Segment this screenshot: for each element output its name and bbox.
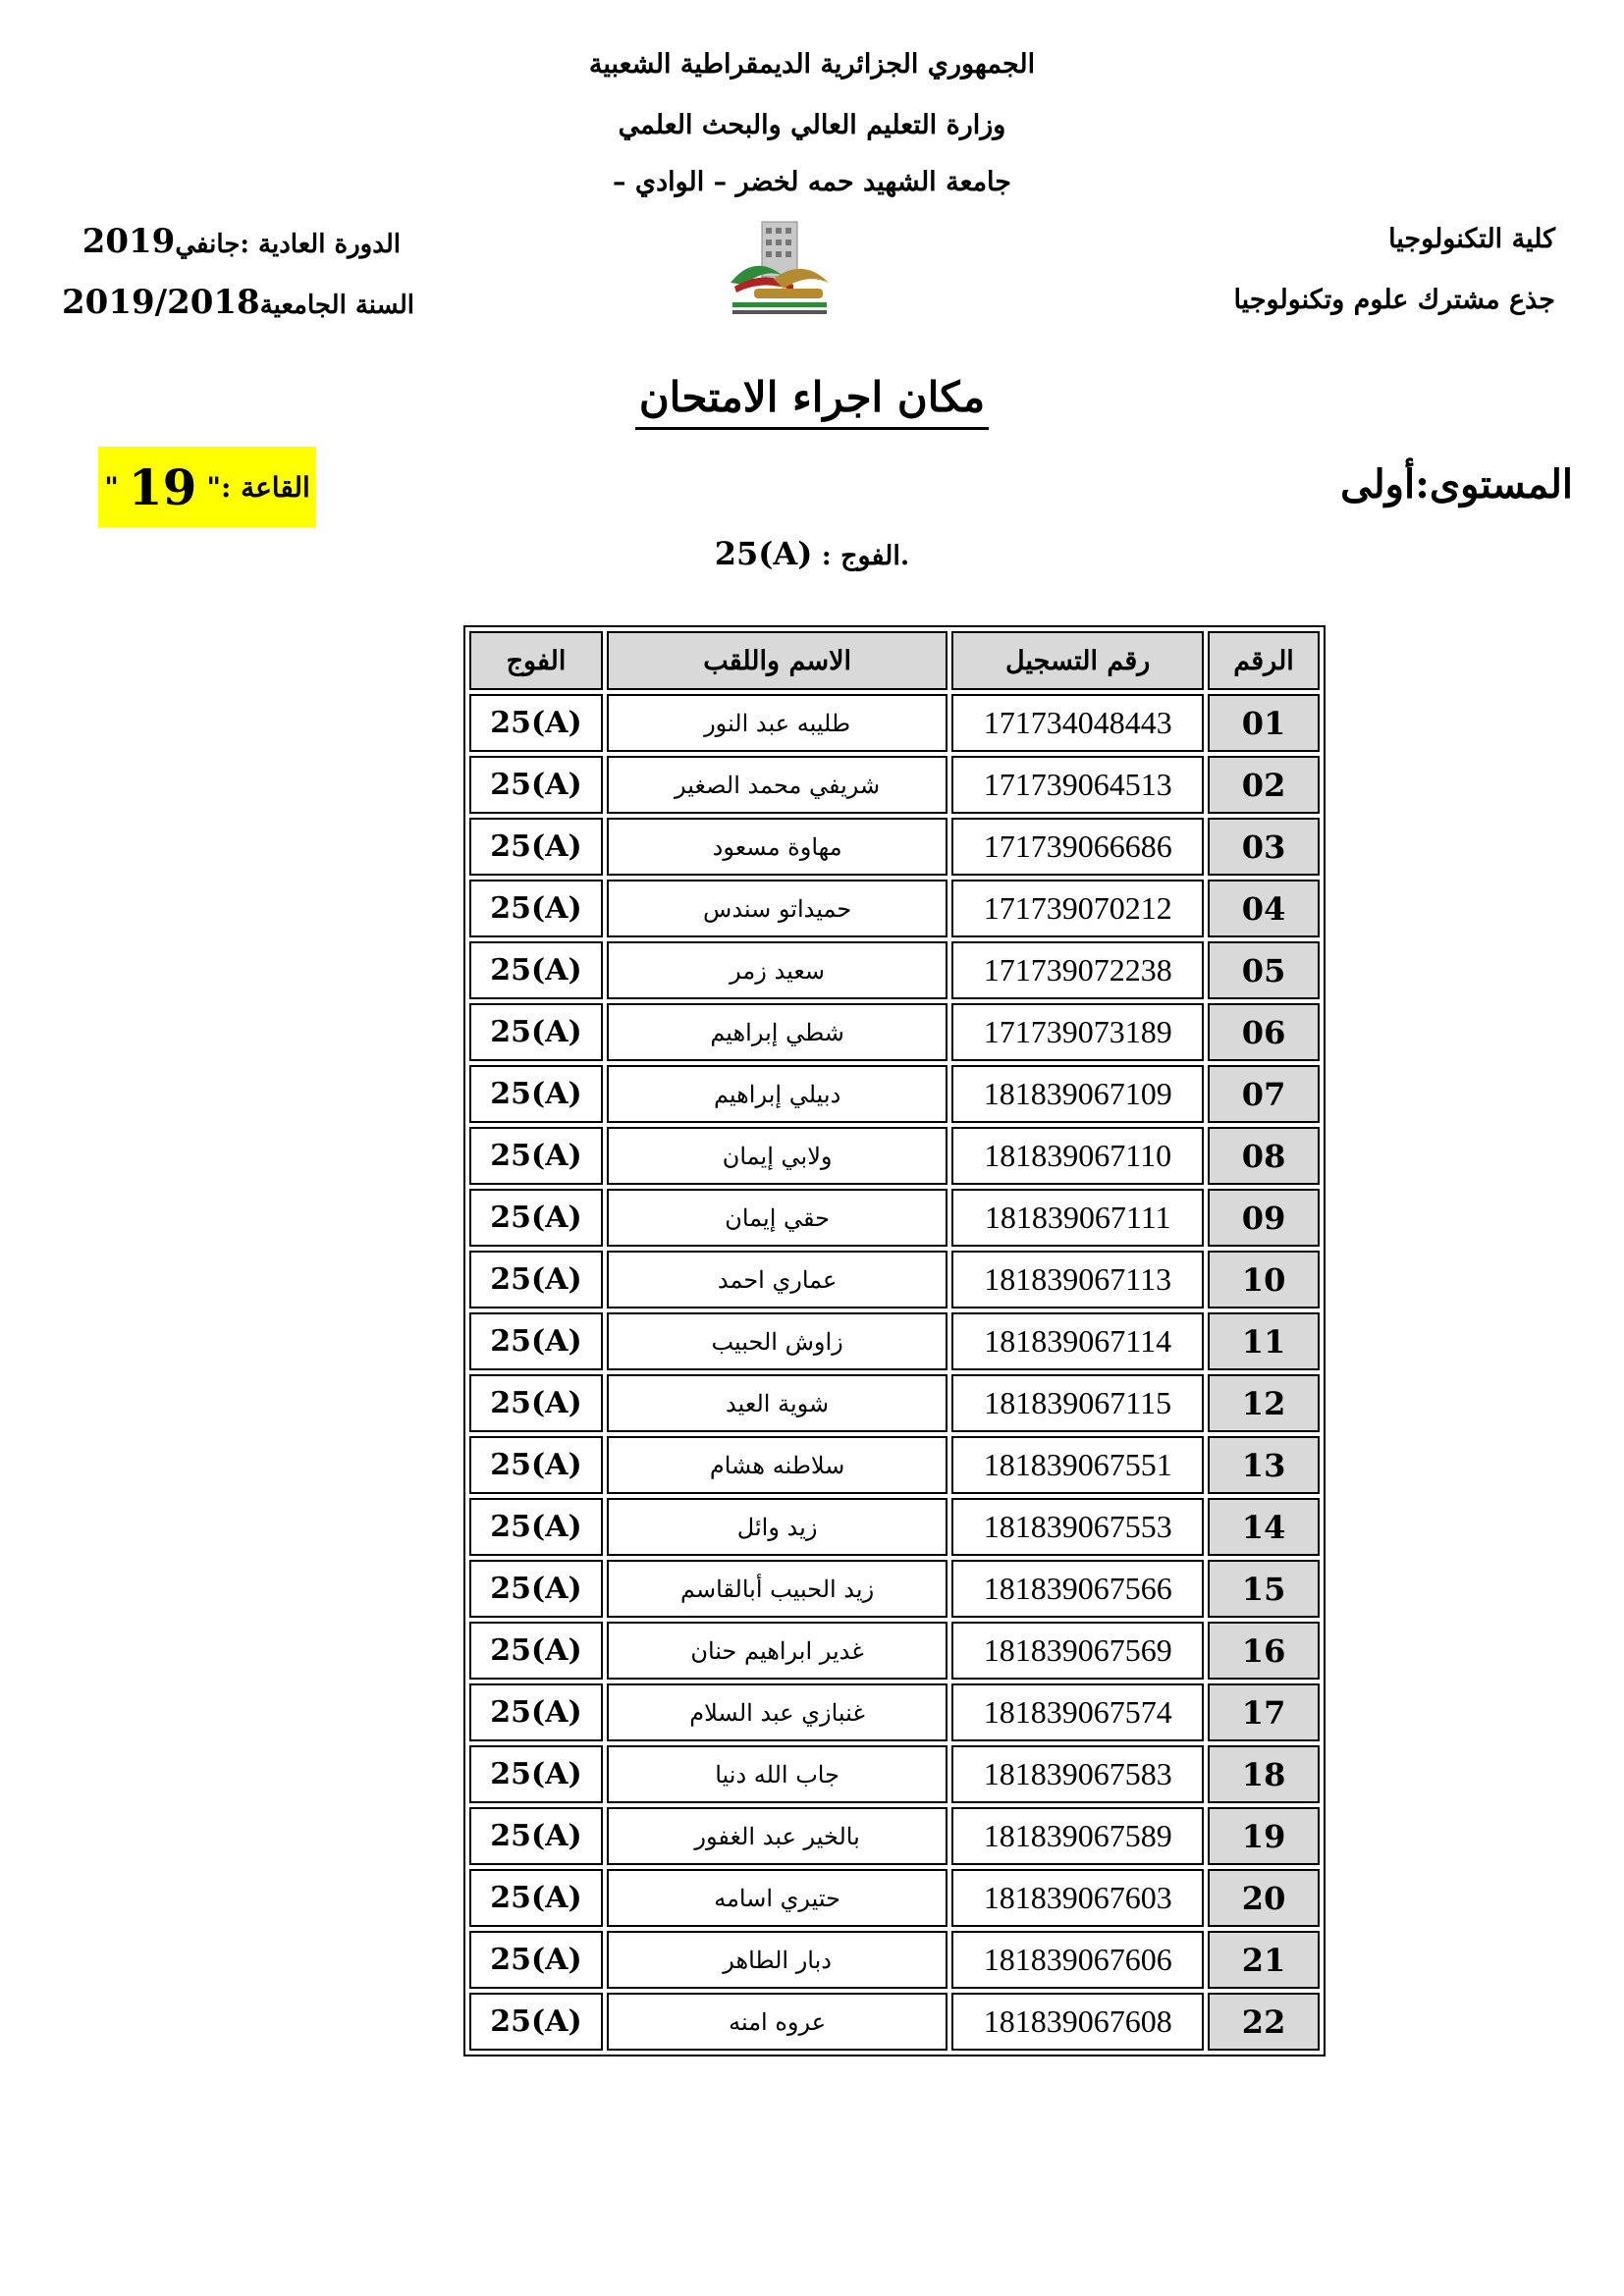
student-name: بالخير عبد الغفور bbox=[607, 1807, 947, 1865]
row-index: 12 bbox=[1208, 1374, 1320, 1432]
header-line-republic: الجمهوري الجزائرية الديمقراطية الشعبية bbox=[588, 49, 1036, 80]
student-group: 25(A) bbox=[469, 1436, 603, 1494]
registration-number: 181839067608 bbox=[951, 1993, 1204, 2051]
table-row bbox=[469, 1065, 1320, 1123]
row-index: 15 bbox=[1208, 1560, 1320, 1618]
registration-number: 181839067566 bbox=[951, 1560, 1204, 1618]
student-group: 25(A) bbox=[469, 1683, 603, 1741]
registration-number: 171739064513 bbox=[951, 756, 1204, 814]
student-name: عماري احمد bbox=[607, 1251, 947, 1308]
student-name: ولابي إيمان bbox=[607, 1127, 947, 1185]
column-header-registration: رقم التسجيل bbox=[951, 631, 1204, 690]
student-name: حتيري اسامه bbox=[607, 1869, 947, 1927]
student-name: شريفي محمد الصغير bbox=[607, 756, 947, 814]
table-row bbox=[469, 1807, 1320, 1865]
table-row bbox=[469, 1622, 1320, 1680]
academic-year-label: السنة الجامعية bbox=[259, 291, 414, 320]
registration-number: 181839067574 bbox=[951, 1683, 1204, 1741]
student-name: غنبازي عبد السلام bbox=[607, 1683, 947, 1741]
row-index: 03 bbox=[1208, 818, 1320, 876]
table-row bbox=[469, 1436, 1320, 1494]
student-group: 25(A) bbox=[469, 1931, 603, 1989]
group-label: الفوج : bbox=[821, 541, 900, 571]
student-name: سلاطنه هشام bbox=[607, 1436, 947, 1494]
registration-number: 171739073189 bbox=[951, 1003, 1204, 1061]
row-index: 01 bbox=[1208, 694, 1320, 752]
registration-number: 181839067111 bbox=[951, 1189, 1204, 1247]
table-row bbox=[469, 818, 1320, 876]
registration-number: 181839067113 bbox=[951, 1251, 1204, 1308]
table-row bbox=[469, 1683, 1320, 1741]
header-line-university: جامعة الشهيد حمه لخضر – الوادي – bbox=[613, 167, 1011, 197]
table-row bbox=[469, 1498, 1320, 1556]
row-index: 06 bbox=[1208, 1003, 1320, 1061]
exam-session bbox=[81, 222, 401, 261]
hall-quote-close: " bbox=[104, 470, 119, 504]
student-group: 25(A) bbox=[469, 1312, 603, 1370]
student-name: سعيد زمر bbox=[607, 941, 947, 999]
student-name: جاب الله دنيا bbox=[607, 1745, 947, 1803]
registration-number: 181839067603 bbox=[951, 1869, 1204, 1927]
row-index: 16 bbox=[1208, 1622, 1320, 1680]
registration-number: 181839067115 bbox=[951, 1374, 1204, 1432]
student-name: عروه امنه bbox=[607, 1993, 947, 2051]
table-row bbox=[469, 1189, 1320, 1247]
row-index: 22 bbox=[1208, 1993, 1320, 2051]
table-row bbox=[469, 1931, 1320, 1989]
student-name: حقي إيمان bbox=[607, 1189, 947, 1247]
student-group: 25(A) bbox=[469, 1622, 603, 1680]
registration-number: 181839067553 bbox=[951, 1498, 1204, 1556]
registration-number: 181839067589 bbox=[951, 1807, 1204, 1865]
student-group: 25(A) bbox=[469, 1189, 603, 1247]
column-header-group: الفوج bbox=[469, 631, 603, 690]
column-header-number: الرقم bbox=[1208, 631, 1320, 690]
table-row bbox=[469, 694, 1320, 752]
department-name: جذع مشترك علوم وتكنولوجيا bbox=[1233, 285, 1555, 315]
university-logo-icon bbox=[725, 214, 835, 324]
table-row bbox=[469, 1251, 1320, 1308]
row-index: 18 bbox=[1208, 1745, 1320, 1803]
student-name: غدير ابراهيم حنان bbox=[607, 1622, 947, 1680]
registration-number: 181839067110 bbox=[951, 1127, 1204, 1185]
row-index: 13 bbox=[1208, 1436, 1320, 1494]
session-year: 2019 bbox=[81, 222, 176, 261]
registration-number: 171739072238 bbox=[951, 941, 1204, 999]
student-group: 25(A) bbox=[469, 1869, 603, 1927]
student-group: 25(A) bbox=[469, 1993, 603, 2051]
row-index: 10 bbox=[1208, 1251, 1320, 1308]
student-name: شطي إبراهيم bbox=[607, 1003, 947, 1061]
hall-number: 19 bbox=[128, 457, 197, 516]
student-group: 25(A) bbox=[469, 1498, 603, 1556]
registration-number: 181839067606 bbox=[951, 1931, 1204, 1989]
registration-number: 171739070212 bbox=[951, 880, 1204, 937]
table-row bbox=[469, 1869, 1320, 1927]
student-group: 25(A) bbox=[469, 1745, 603, 1803]
session-label: الدورة العادية :جانفي bbox=[175, 230, 401, 259]
student-group: 25(A) bbox=[469, 1251, 603, 1308]
hall-label: القاعة : bbox=[220, 470, 310, 504]
table-row bbox=[469, 880, 1320, 937]
student-group: 25(A) bbox=[469, 880, 603, 937]
row-index: 21 bbox=[1208, 1931, 1320, 1989]
group-line bbox=[0, 535, 1624, 572]
registration-number: 181839067109 bbox=[951, 1065, 1204, 1123]
student-group: 25(A) bbox=[469, 694, 603, 752]
student-name: زيد الحبيب أبالقاسم bbox=[607, 1560, 947, 1618]
exam-hall-badge bbox=[98, 447, 316, 527]
student-group: 25(A) bbox=[469, 941, 603, 999]
header-line-ministry: وزارة التعليم العالي والبحث العلمي bbox=[618, 110, 1006, 140]
table-row bbox=[469, 1374, 1320, 1432]
student-group: 25(A) bbox=[469, 1127, 603, 1185]
student-group: 25(A) bbox=[469, 756, 603, 814]
student-name: دبار الطاهر bbox=[607, 1931, 947, 1989]
hall-quote-open: " bbox=[206, 470, 221, 504]
table-row bbox=[469, 1745, 1320, 1803]
table-row bbox=[469, 1003, 1320, 1061]
student-name: مهاوة مسعود bbox=[607, 818, 947, 876]
registration-number: 181839067583 bbox=[951, 1745, 1204, 1803]
row-index: 11 bbox=[1208, 1312, 1320, 1370]
page-title: مكان اجراء الامتحان bbox=[0, 373, 1624, 421]
group-value: 25(A) bbox=[714, 535, 813, 572]
student-name: حميداتو سندس bbox=[607, 880, 947, 937]
table-row bbox=[469, 1312, 1320, 1370]
student-group: 25(A) bbox=[469, 1065, 603, 1123]
table-row bbox=[469, 1560, 1320, 1618]
row-index: 14 bbox=[1208, 1498, 1320, 1556]
registration-number: 181839067114 bbox=[951, 1312, 1204, 1370]
student-name: دبيلي إبراهيم bbox=[607, 1065, 947, 1123]
group-suffix: . bbox=[899, 541, 910, 571]
table-row bbox=[469, 1127, 1320, 1185]
row-index: 17 bbox=[1208, 1683, 1320, 1741]
student-group: 25(A) bbox=[469, 818, 603, 876]
student-group: 25(A) bbox=[469, 1807, 603, 1865]
student-name: زاوش الحبيب bbox=[607, 1312, 947, 1370]
student-group: 25(A) bbox=[469, 1374, 603, 1432]
student-group: 25(A) bbox=[469, 1003, 603, 1061]
row-index: 20 bbox=[1208, 1869, 1320, 1927]
student-name: طليبه عبد النور bbox=[607, 694, 947, 752]
table-body bbox=[469, 694, 1320, 2051]
student-name: شوية العيد bbox=[607, 1374, 947, 1432]
table-row bbox=[469, 756, 1320, 814]
student-name: زيد وائل bbox=[607, 1498, 947, 1556]
students-table bbox=[463, 625, 1326, 2056]
registration-number: 181839067569 bbox=[951, 1622, 1204, 1680]
row-index: 08 bbox=[1208, 1127, 1320, 1185]
registration-number: 181839067551 bbox=[951, 1436, 1204, 1494]
study-level: المستوى:أولى bbox=[1340, 461, 1573, 507]
academic-year bbox=[62, 283, 414, 322]
academic-year-value: 2019/2018 bbox=[62, 283, 260, 322]
row-index: 07 bbox=[1208, 1065, 1320, 1123]
registration-number: 171734048443 bbox=[951, 694, 1204, 752]
row-index: 02 bbox=[1208, 756, 1320, 814]
row-index: 05 bbox=[1208, 941, 1320, 999]
table-header-row bbox=[469, 631, 1320, 690]
registration-number: 171739066686 bbox=[951, 818, 1204, 876]
row-index: 04 bbox=[1208, 880, 1320, 937]
table-row bbox=[469, 941, 1320, 999]
column-header-name: الاسم واللقب bbox=[607, 631, 947, 690]
student-group: 25(A) bbox=[469, 1560, 603, 1618]
row-index: 19 bbox=[1208, 1807, 1320, 1865]
table-row bbox=[469, 1993, 1320, 2051]
faculty-name: كلية التكنولوجيا bbox=[1388, 224, 1555, 254]
row-index: 09 bbox=[1208, 1189, 1320, 1247]
